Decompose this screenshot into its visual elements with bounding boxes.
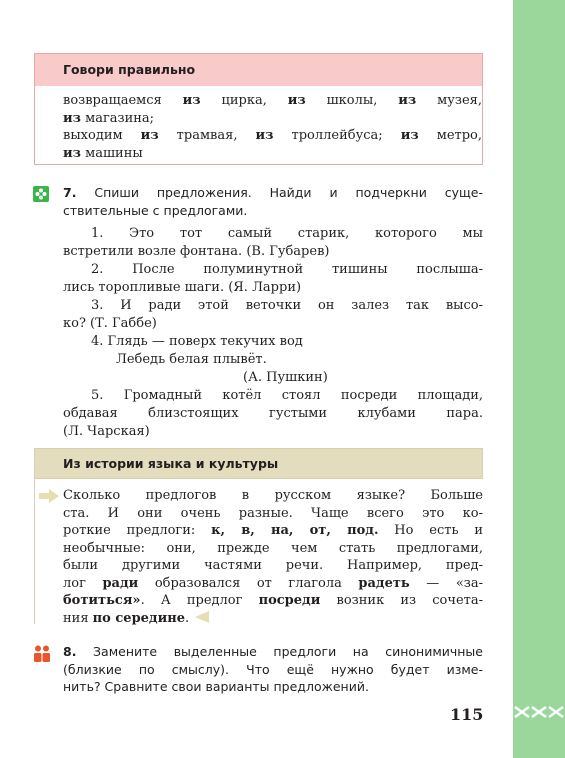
text-run: школы,	[305, 93, 399, 108]
text-run: цирка,	[200, 93, 288, 108]
history-line-8	[63, 610, 483, 628]
text-run: роткие предлоги:	[63, 523, 212, 538]
history-line-2	[63, 505, 483, 523]
sentence-4-author: (А. Пушкин)	[243, 370, 328, 385]
text-run: ста. И они очень разные. Чаще всего это ко-	[63, 505, 483, 521]
bold-preposition: из	[182, 93, 201, 108]
task-8-line-2: (близкие по смыслу). Что ещё нужно будет изме-	[63, 661, 483, 677]
text-run: выходим	[63, 128, 141, 143]
sentence-5-line-1: 5. Громадный котёл стоял посреди площади,	[91, 388, 483, 403]
sentence-5-line-2: обдавая близстоящих густыми клубами пара.	[63, 406, 483, 421]
text-run: музея,	[416, 93, 482, 108]
task-7-sentences	[63, 225, 483, 441]
sentence-4-line-2: Лебедь белая плывёт.	[116, 352, 267, 367]
text-run: ния	[63, 610, 93, 626]
speak-correctly-line-4	[63, 145, 482, 163]
bold-preposition: из	[255, 128, 274, 143]
history-line-3	[63, 522, 483, 540]
text-run: магазина;	[80, 110, 155, 126]
sentence-5-author: (Л. Чарская)	[63, 424, 150, 439]
speak-correctly-box	[34, 53, 483, 165]
task-7-number: 7.	[63, 185, 77, 200]
page-margin-sidebar	[513, 0, 565, 758]
sentence-1-line-1: 1. Это тот самый старик, которого мы	[91, 226, 483, 241]
sentence-3-line-1: 3. И ради этой веточки он залез так высо-	[91, 298, 483, 313]
bold-preposition: ботиться»	[63, 593, 141, 608]
text-run: Но есть и	[378, 523, 484, 538]
text-run: возвращаемся	[63, 93, 183, 108]
page-number: 115	[450, 705, 484, 724]
task-8-number: 8.	[63, 644, 77, 659]
text-run: машины	[80, 145, 143, 161]
write-task-icon	[33, 186, 49, 202]
history-box-body	[63, 487, 483, 627]
text-run: — «за-	[409, 575, 484, 591]
bold-preposition: к, в, на, от, под.	[211, 523, 379, 538]
speak-correctly-line-3	[63, 127, 482, 145]
bold-preposition: из	[287, 93, 306, 108]
arrow-left-icon	[195, 611, 209, 623]
bold-preposition: из	[140, 128, 159, 143]
text-run: необычные: они, прежде чем стать предлогами,	[63, 540, 483, 556]
bold-preposition: ради	[102, 575, 139, 591]
text-run: лог	[63, 575, 103, 591]
pair-work-icon	[33, 645, 51, 663]
bold-preposition: из	[63, 110, 81, 126]
text-run: . А предлог	[140, 593, 259, 608]
task-8-instruction	[63, 643, 483, 696]
text-run: образовался от глагола	[138, 575, 359, 591]
sentence-3-line-2: ко? (Т. Габбе)	[63, 316, 157, 331]
history-box-left-rule	[34, 479, 35, 624]
history-line-5	[63, 557, 483, 575]
text-run: возник из сочета-	[320, 593, 483, 608]
bold-preposition: радеть	[358, 575, 410, 591]
speak-correctly-line-1	[63, 92, 482, 110]
bold-preposition: по середине	[92, 610, 186, 626]
text-run: Сколько предлогов в русском языке? Больше	[63, 488, 483, 503]
sentence-4-line-1: 4. Глядь — поверх текучих вод	[91, 334, 303, 349]
text-run: .	[185, 610, 190, 626]
history-box-title: Из истории языка и культуры	[34, 448, 483, 479]
history-line-4	[63, 540, 483, 558]
history-line-7	[63, 592, 483, 610]
sentence-2-line-2: лись торопливые шаги. (Я. Ларри)	[63, 280, 302, 295]
arrow-right-icon	[39, 489, 59, 503]
history-line-6	[63, 575, 483, 593]
bold-preposition: из	[398, 93, 417, 108]
speak-correctly-line-2	[63, 110, 482, 128]
task-7-instruction-line-2: ствительные с предлогами.	[63, 203, 248, 218]
text-run: были другими частями речи. Например, пред-	[63, 558, 483, 573]
bold-preposition: посреди	[258, 593, 321, 608]
task-7-instruction-line-1: Спиши предложения. Найди и подчеркни суще-	[94, 185, 483, 200]
decorative-diamonds-icon	[513, 704, 565, 720]
sentence-2-line-1: 2. После полуминутной тишины послыша-	[91, 262, 483, 277]
bold-preposition: из	[400, 128, 419, 143]
task-8-line-1: Замените выделенные предлоги на синонимичные	[93, 644, 483, 659]
bold-preposition: из	[63, 145, 81, 161]
task-7-instruction	[63, 184, 483, 220]
speak-correctly-body	[35, 86, 482, 162]
sentence-1-line-2: встретили возле фонтана. (В. Губарев)	[63, 244, 330, 259]
text-run: трамвая,	[158, 128, 256, 143]
history-line-1	[63, 487, 483, 505]
speak-correctly-title: Говори правильно	[35, 54, 482, 86]
text-run: троллейбуса;	[273, 128, 401, 143]
text-run: метро,	[418, 128, 482, 143]
task-8-line-3: нить? Сравните свои варианты предложений.	[63, 679, 369, 694]
